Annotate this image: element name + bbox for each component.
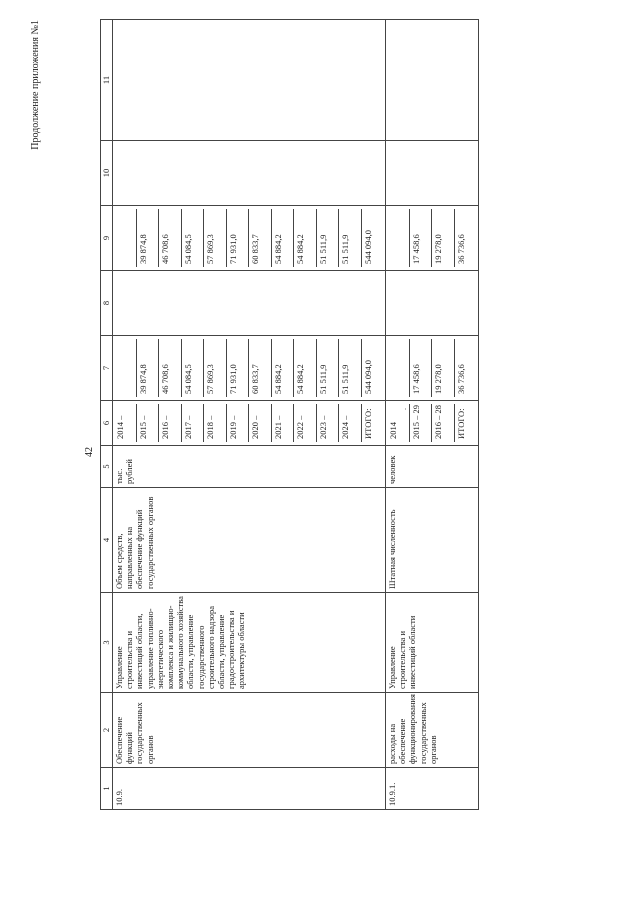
year-entry: 2019 – (227, 404, 250, 442)
year-entry: 2021 – (272, 404, 295, 442)
unit: тыс. рублей (113, 446, 386, 488)
table-row (386, 20, 479, 810)
col-header: 2 (101, 693, 113, 768)
value-cell-col7 (386, 336, 479, 401)
activity-name: Обеспечение функций государственных органов (113, 693, 386, 768)
value-entry: 51 511,9 (317, 209, 340, 267)
row-number: 10.9. (113, 768, 386, 810)
executor: Управление строительства и инвестиций области, управление топливно-энергетического комплекса и жилищно-коммунального хозяйства области, управление государственного строительного надзора области, управление градостроительства и архитектуры области (113, 593, 386, 693)
col-header: 10 (101, 141, 113, 206)
year-entry: 2020 – (249, 404, 272, 442)
value-cell-col10 (113, 141, 386, 206)
page-number: 42 (84, 447, 95, 457)
value-entry: 36 736,6 (455, 364, 466, 394)
value-cell-col11 (113, 20, 386, 141)
value-entry: 39 874,8 (137, 339, 160, 397)
value-entry: 71 931,0 (227, 339, 250, 397)
indicator: Объем средств, направленных на обеспечение функций государственных органов (113, 488, 386, 593)
value-entry: 51 511,9 (317, 339, 340, 397)
col-header: 5 (101, 446, 113, 488)
value-entry: 71 931,0 (227, 209, 250, 267)
value-entry: 51 511,9 (339, 209, 362, 267)
years-cell (386, 401, 479, 446)
year-entry: 2023 – (317, 404, 340, 442)
col-header: 4 (101, 488, 113, 593)
col-header: 3 (101, 593, 113, 693)
value-entry (387, 209, 410, 267)
year-entry: 2015 – 29 (410, 404, 433, 442)
value-entry: 544 094,0 (362, 360, 373, 394)
column-header-row (101, 20, 113, 810)
value-cell-col11 (386, 20, 479, 141)
year-entry: ИТОГО: (455, 408, 466, 439)
value-entry: 19 278,0 (432, 209, 455, 267)
value-entry (114, 209, 137, 267)
appendix-continuation-label: Продолжение приложения №1 (30, 20, 41, 150)
value-entry: 57 869,3 (204, 339, 227, 397)
value-entry: 36 736,6 (455, 234, 466, 264)
value-cell-col9 (386, 206, 479, 271)
activity-name: расходы на обеспечение функционирования государственных органов (386, 693, 479, 768)
year-entry: 2017 – (182, 404, 205, 442)
years-cell (113, 401, 386, 446)
value-entry: 54 884,2 (272, 209, 295, 267)
col-header: 11 (101, 20, 113, 141)
value-cell-col10 (386, 141, 479, 206)
value-entry: 544 094,0 (362, 230, 373, 264)
col-header: 8 (101, 271, 113, 336)
year-entry: 2016 – 28 (432, 404, 455, 442)
value-entry: 17 458,6 (410, 209, 433, 267)
year-entry: 2022 – (294, 404, 317, 442)
year-entry: ИТОГО: (362, 408, 373, 439)
value-entry (387, 339, 410, 397)
col-header: 1 (101, 768, 113, 810)
value-cell-col9 (113, 206, 386, 271)
col-header: 9 (101, 206, 113, 271)
value-entry: 54 884,2 (294, 339, 317, 397)
value-entry: 54 884,2 (294, 209, 317, 267)
value-entry: 54 084,5 (182, 339, 205, 397)
value-cell-col7 (113, 336, 386, 401)
value-entry: 19 278,0 (432, 339, 455, 397)
value-entry: 60 833,7 (249, 209, 272, 267)
unit: человек (386, 446, 479, 488)
value-entry: 51 511,9 (339, 339, 362, 397)
col-header: 7 (101, 336, 113, 401)
table-row (113, 20, 386, 810)
value-cell-col8 (113, 271, 386, 336)
value-entry: 54 084,5 (182, 209, 205, 267)
value-entry: 39 874,8 (137, 209, 160, 267)
year-entry: 2016 – (159, 404, 182, 442)
value-cell-col8 (386, 271, 479, 336)
year-entry: 2024 – (339, 404, 362, 442)
value-entry: 46 708,6 (159, 209, 182, 267)
executor: Управление строительства и инвестиций области (386, 593, 479, 693)
value-entry: 46 708,6 (159, 339, 182, 397)
program-table (100, 19, 479, 810)
value-entry (114, 339, 137, 397)
indicator: Штатная численность (386, 488, 479, 593)
year-entry: 2015 – (137, 404, 160, 442)
year-entry: 2014 (387, 404, 410, 442)
value-entry: 54 884,2 (272, 339, 295, 397)
year-entry: 2014 – (114, 404, 137, 442)
year-entry: 2018 – (204, 404, 227, 442)
value-entry: 57 869,3 (204, 209, 227, 267)
row-number: 10.9.1. (386, 768, 479, 810)
value-entry: 17 458,6 (410, 339, 433, 397)
col-header: 6 (101, 401, 113, 446)
value-entry: 60 833,7 (249, 339, 272, 397)
